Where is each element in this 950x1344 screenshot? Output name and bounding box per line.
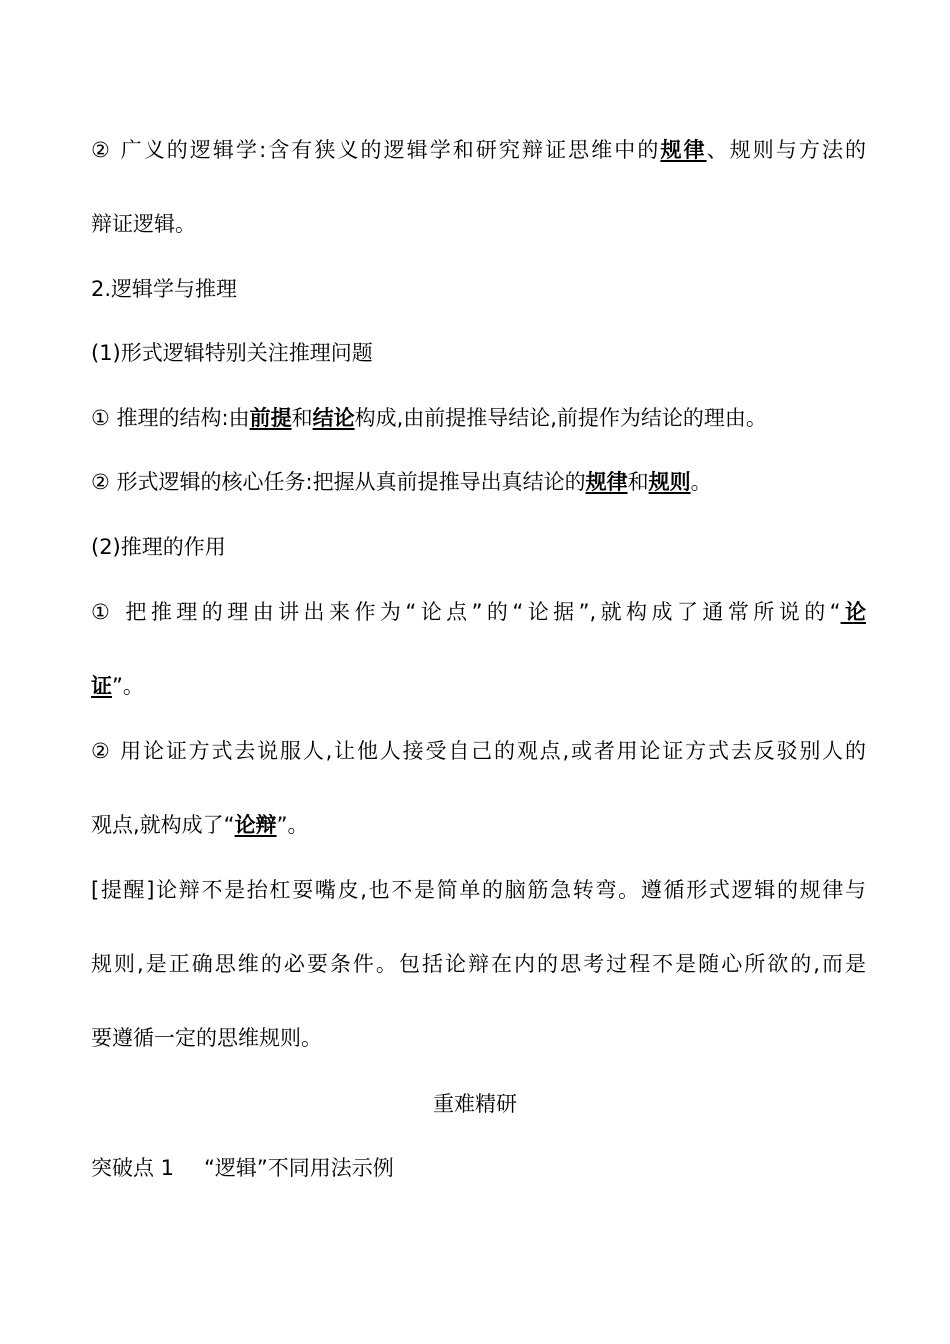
reminder-line-2: 规则,是正确思维的必要条件。包括论辩在内的思考过程不是随心所欲的,而是	[91, 952, 866, 976]
item-debate: ② 用论证方式去说服人,让他人接受自己的观点,或者用论证方式去反驳别人的	[91, 739, 866, 763]
text: ”。	[276, 813, 309, 837]
text: 构成,由前提推导结论,前提作为结论的理由。	[354, 406, 767, 430]
text: 。	[690, 470, 712, 494]
item-broad-logic	[91, 135, 866, 165]
breakthrough-title: “逻辑”不同用法示例	[204, 1156, 394, 1180]
keyword-guize: 规则	[648, 470, 691, 494]
reminder-line-1: [提醒]论辩不是抬杠耍嘴皮,也不是简单的脑筋急转弯。遵循形式逻辑的规律与	[91, 878, 866, 902]
breakthrough-label: 突破点 1	[91, 1156, 175, 1180]
text: 、规则与方法的	[706, 138, 866, 162]
item-debate-cont	[91, 810, 866, 840]
text: 观点,就构成了“	[91, 813, 235, 837]
item-argument-cont	[91, 671, 866, 701]
text: 和	[291, 406, 313, 430]
text: ② 广义的逻辑学:含有狭义的逻辑学和研究辩证思维中的	[91, 138, 661, 162]
subheading-formal-logic: (1)形式逻辑特别关注推理问题	[91, 341, 373, 365]
keyword-conclusion: 结论	[312, 406, 355, 430]
item-broad-logic-cont: 辩证逻辑。	[91, 212, 196, 236]
reminder-line-3: 要遵循一定的思维规则。	[91, 1026, 322, 1050]
section-title: 重难精研	[433, 1092, 517, 1116]
text: ② 形式逻辑的核心任务:把握从真前提推导出真结论的	[91, 470, 586, 494]
text: ① 推理的结构:由	[91, 406, 250, 430]
item-argument	[91, 597, 866, 627]
keyword-guilv: 规律	[660, 138, 707, 162]
keyword-lunzheng-part2: 证	[91, 674, 112, 698]
keyword-lunbian: 论辩	[234, 813, 277, 837]
text: 和	[627, 470, 649, 494]
item-reasoning-structure	[91, 403, 866, 433]
breakthrough-heading	[91, 1153, 866, 1183]
section-heading-logic-reasoning: 2.逻辑学与推理	[91, 277, 238, 301]
keyword-lunzheng-part1: 论	[840, 600, 866, 624]
item-core-task	[91, 467, 866, 497]
subheading-reasoning-role: (2)推理的作用	[91, 535, 226, 559]
keyword-guilv: 规律	[585, 470, 628, 494]
text: ”。	[112, 674, 144, 698]
keyword-premise: 前提	[249, 406, 292, 430]
text: ① 把推理的理由讲出来作为“论点”的“论据”,就构成了通常所说的“	[91, 600, 841, 624]
